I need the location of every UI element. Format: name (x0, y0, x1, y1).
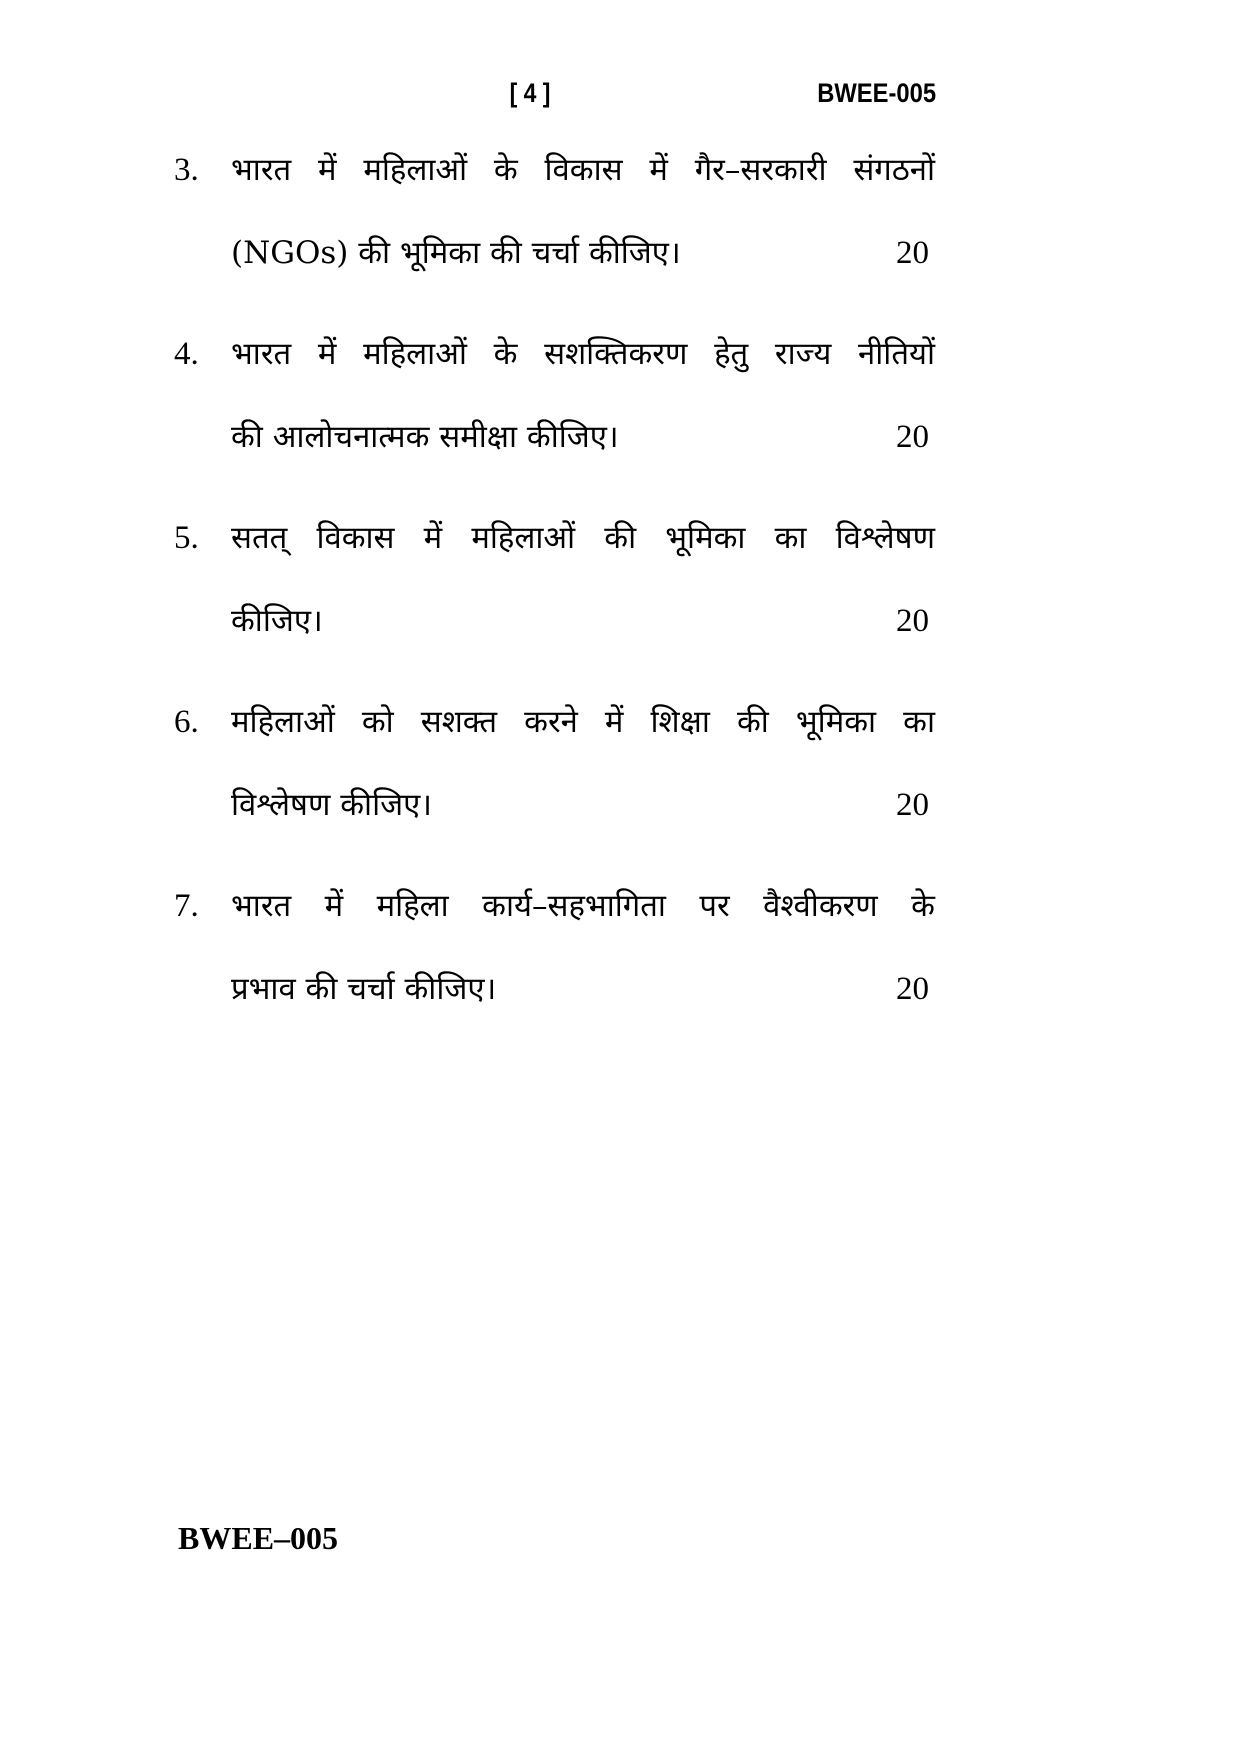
question-text: कीजिए। (231, 603, 323, 639)
question-line (0, 508, 1241, 568)
question-number: 3. (174, 152, 199, 188)
question-number: 6. (174, 704, 199, 740)
question-number: 7. (174, 888, 199, 924)
question-line (0, 140, 1241, 200)
question-marks: 20 (896, 603, 929, 639)
question-text: की आलोचनात्मक समीक्षा कीजिए। (231, 419, 619, 455)
question-marks: 20 (896, 971, 929, 1007)
question-text: भारत में महिलाओं के सशक्तिकरण हेतु राज्य नीतियों (231, 336, 935, 372)
question-marks: 20 (896, 787, 929, 823)
question-line (0, 959, 1241, 1019)
page-number: [ 4 ] (509, 78, 551, 108)
question-text: विश्लेषण कीजिए। (231, 787, 432, 823)
question-line (0, 876, 1241, 936)
question-line (0, 324, 1241, 384)
footer-course-code: BWEE–005 (178, 1520, 339, 1556)
question-text: प्रभाव की चर्चा कीजिए। (231, 971, 497, 1007)
question-text: (NGOs) की भूमिका की चर्चा कीजिए। (231, 235, 681, 271)
question-number: 5. (174, 520, 199, 556)
question-text: भारत में महिला कार्य–सहभागिता पर वैश्वीकरण के (231, 888, 935, 924)
question-line (0, 407, 1241, 467)
question-marks: 20 (896, 235, 929, 271)
question-text: महिलाओं को सशक्त करने में शिक्षा की भूमिका का (231, 704, 935, 740)
question-line (0, 692, 1241, 752)
header-course-code: BWEE-005 (817, 78, 936, 108)
question-text: सतत् विकास में महिलाओं की भूमिका का विश्लेषण (231, 520, 935, 556)
question-marks: 20 (896, 419, 929, 455)
question-line (0, 223, 1241, 283)
question-line (0, 591, 1241, 651)
question-line (0, 775, 1241, 835)
question-number: 4. (174, 336, 199, 372)
question-text: भारत में महिलाओं के विकास में गैर–सरकारी संगठनों (231, 152, 935, 188)
